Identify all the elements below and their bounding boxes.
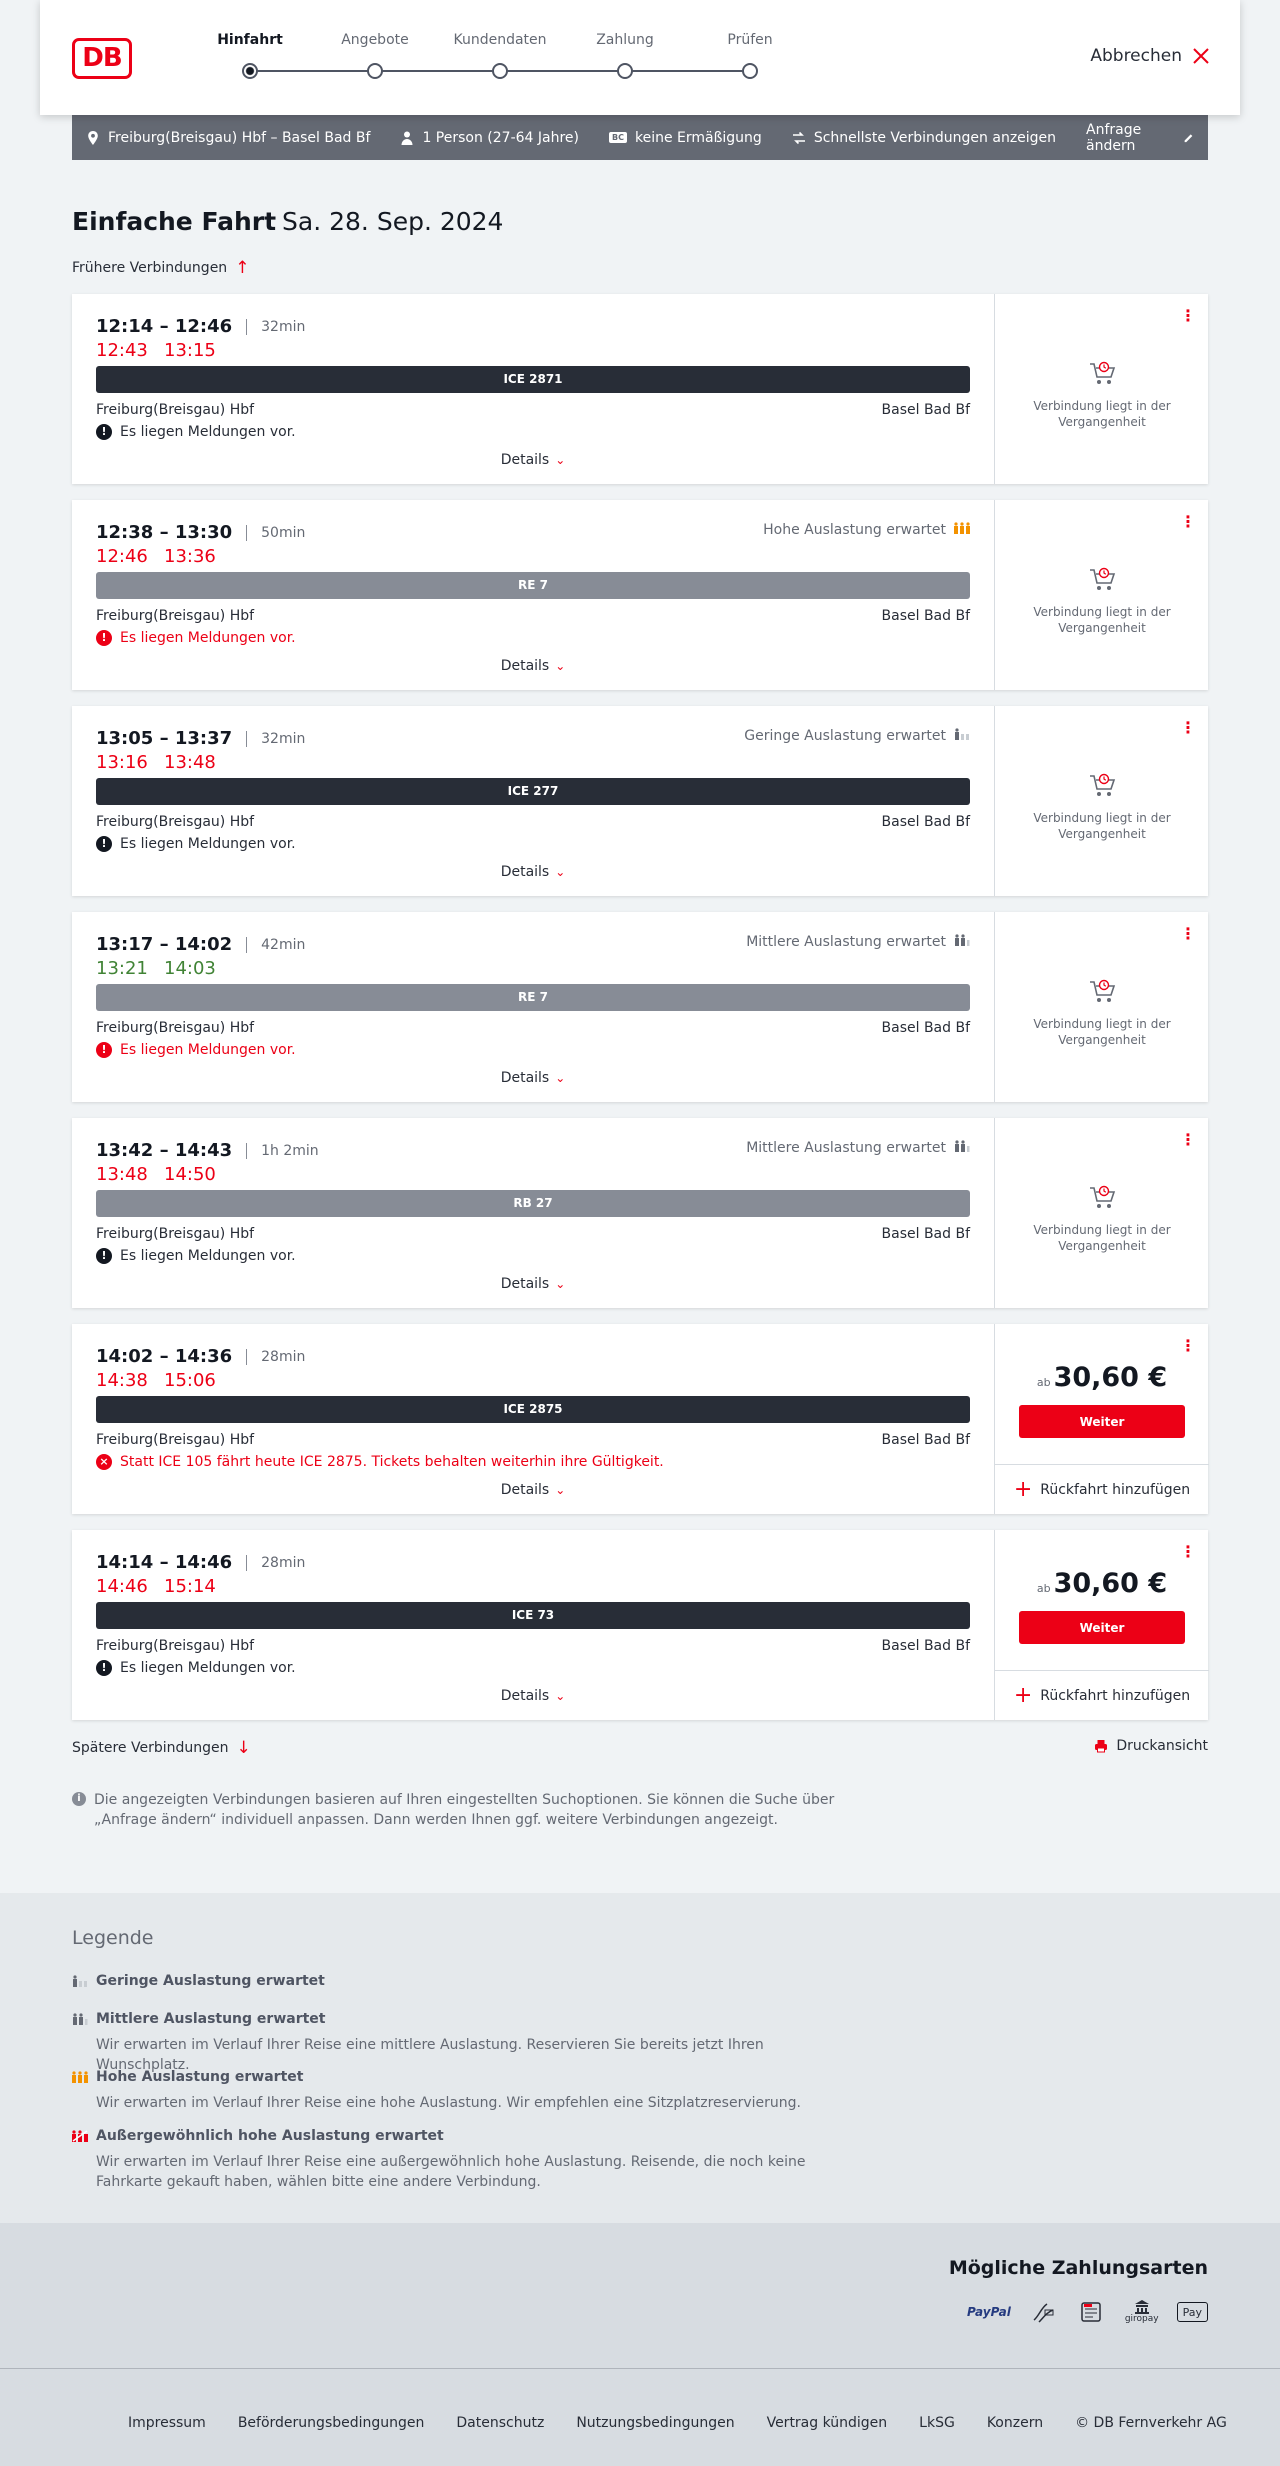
warning-icon: ! xyxy=(96,630,112,646)
search-info-note xyxy=(72,1790,852,1830)
swap-arrows-icon xyxy=(792,131,806,145)
step-label: Prüfen xyxy=(727,32,773,48)
legend-section xyxy=(0,1893,1280,2223)
fastest-text: Schnellste Verbindungen anzeigen xyxy=(813,129,1057,146)
scheduled-times xyxy=(96,522,305,543)
footer-link-konzern[interactable]: Konzern xyxy=(986,2415,1044,2431)
destination-station: Basel Bad Bf xyxy=(881,814,970,830)
connection-card[interactable] xyxy=(72,706,1208,896)
connection-details xyxy=(72,500,994,690)
occupancy-text: Hohe Auslastung erwartet xyxy=(763,522,946,538)
later-connections-link[interactable] xyxy=(72,1738,251,1758)
details-toggle[interactable] xyxy=(72,1276,994,1292)
scheduled-times xyxy=(96,316,305,337)
more-options-icon[interactable]: ⋮ xyxy=(1180,306,1196,325)
page-title xyxy=(72,207,503,236)
legend-item-title: Außergewöhnlich hohe Auslastung erwartet xyxy=(96,2128,444,2144)
time-range: 14:14 – 14:46 xyxy=(96,1552,233,1573)
offer-panel xyxy=(994,912,1208,1102)
legend-item-text: Wir erwarten im Verlauf Ihrer Reise eine hohe Auslastung. Wir empfehlen eine Sitzplatzreservierung. xyxy=(96,2095,801,2111)
train-bar[interactable]: RB 27 xyxy=(96,1190,970,1217)
info-icon: i xyxy=(72,1792,86,1806)
cart-icon xyxy=(1087,564,1117,594)
footer-link-lksg[interactable]: LkSG xyxy=(919,2415,955,2431)
payment-methods-section xyxy=(0,2223,1280,2368)
train-bar[interactable]: ICE 2875 xyxy=(96,1396,970,1423)
pencil-icon xyxy=(1183,131,1194,145)
details-toggle[interactable] xyxy=(72,864,994,880)
location-pin-icon xyxy=(86,131,100,145)
connection-details xyxy=(72,912,994,1102)
origin-station: Freiburg(Breisgau) Hbf xyxy=(96,608,255,624)
realtime-departure: 14:38 xyxy=(96,1370,148,1391)
past-connection-note xyxy=(995,564,1209,636)
traveler-summary[interactable] xyxy=(400,130,579,146)
occupancy-mid-icon xyxy=(954,934,970,950)
connection-details xyxy=(72,1118,994,1308)
details-toggle[interactable] xyxy=(72,1070,994,1086)
price-prefix: ab xyxy=(1036,1376,1051,1389)
chevron-down-icon: ⌄ xyxy=(555,865,566,879)
occupancy-text: Mittlere Auslastung erwartet xyxy=(746,1140,946,1156)
divider xyxy=(246,937,247,953)
realtime-times xyxy=(96,546,232,567)
warning-icon: ! xyxy=(96,1660,112,1676)
occupancy-info xyxy=(744,728,970,744)
divider xyxy=(246,1555,247,1571)
giropay-icon xyxy=(1125,2299,1159,2325)
destination-station: Basel Bad Bf xyxy=(881,1226,970,1242)
disruption-message xyxy=(96,1248,296,1264)
scheduled-times xyxy=(96,1140,319,1161)
connection-details xyxy=(72,1530,994,1720)
chevron-down-icon: ⌄ xyxy=(555,1483,566,1497)
destination-station: Basel Bad Bf xyxy=(881,608,970,624)
occupancy-info xyxy=(746,934,970,950)
occupancy-info xyxy=(746,1140,970,1156)
cancel-button[interactable] xyxy=(1090,46,1210,66)
occupancy-info xyxy=(763,522,970,538)
time-range: 12:38 – 13:30 xyxy=(96,522,233,543)
disruption-message xyxy=(96,836,296,852)
details-toggle[interactable] xyxy=(72,658,994,674)
plus-icon: + xyxy=(1013,1477,1033,1502)
connection-card[interactable] xyxy=(72,500,1208,690)
step-label: Zahlung xyxy=(596,32,654,48)
legend-item-title: Geringe Auslastung erwartet xyxy=(96,1973,325,1989)
realtime-departure: 13:48 xyxy=(96,1164,148,1185)
chevron-down-icon: ⌄ xyxy=(555,453,566,467)
realtime-departure: 14:46 xyxy=(96,1576,148,1597)
details-label: Details xyxy=(500,452,550,468)
footer-link-nutzung[interactable]: Nutzungsbedingungen xyxy=(576,2415,735,2431)
details-label: Details xyxy=(500,1070,550,1086)
disruption-message xyxy=(96,1042,296,1058)
realtime-arrival: 14:03 xyxy=(164,958,216,979)
disruption-message xyxy=(96,630,296,646)
scheduled-times xyxy=(96,1552,305,1573)
past-connection-note xyxy=(995,358,1209,430)
time-range: 13:17 – 14:02 xyxy=(96,934,233,955)
realtime-departure: 13:16 xyxy=(96,752,148,773)
chevron-down-icon: ⌄ xyxy=(555,1071,566,1085)
legend-title: Legende xyxy=(72,1927,154,1949)
print-label: Druckansicht xyxy=(1116,1738,1208,1754)
step-kundendaten[interactable] xyxy=(450,32,550,79)
load-extreme-icon xyxy=(72,2130,88,2146)
step-dot xyxy=(742,63,758,79)
divider xyxy=(246,319,247,335)
time-range: 12:14 – 12:46 xyxy=(96,316,233,337)
step-label: Angebote xyxy=(341,32,409,48)
divider xyxy=(246,1349,247,1365)
weiter-button[interactable]: Weiter xyxy=(1019,1405,1185,1438)
paypal-icon: PayPal xyxy=(967,2305,1011,2319)
details-label: Details xyxy=(500,658,550,674)
occupancy-text: Mittlere Auslastung erwartet xyxy=(746,934,946,950)
realtime-arrival: 15:06 xyxy=(164,1370,216,1391)
destination-station: Basel Bad Bf xyxy=(881,1638,970,1654)
add-return-button[interactable] xyxy=(995,1670,1209,1720)
offer-panel xyxy=(994,500,1208,690)
time-range: 13:05 – 13:37 xyxy=(96,728,233,749)
more-options-icon[interactable]: ⋮ xyxy=(1180,924,1196,943)
connection-card[interactable] xyxy=(72,294,1208,484)
footer xyxy=(0,2368,1280,2466)
details-toggle[interactable] xyxy=(72,452,994,468)
change-request-label: Anfrage ändern xyxy=(1086,121,1142,154)
message-text: Statt ICE 105 fährt heute ICE 2875. Tickets behalten weiterhin ihre Gültigkeit. xyxy=(120,1454,664,1470)
price-value: 30,60 € xyxy=(1053,1362,1168,1393)
warning-icon: ! xyxy=(96,836,112,852)
train-bar[interactable]: RE 7 xyxy=(96,984,970,1011)
connection-card[interactable] xyxy=(72,1324,1208,1514)
origin-station: Freiburg(Breisgau) Hbf xyxy=(96,1226,255,1242)
footer-copyright: © DB Fernverkehr AG xyxy=(1075,2415,1227,2431)
discount-summary[interactable] xyxy=(609,130,762,146)
realtime-departure: 12:43 xyxy=(96,340,148,361)
past-connection-note xyxy=(995,770,1209,842)
credit-card-icon xyxy=(1029,2299,1059,2325)
train-bar[interactable]: RE 7 xyxy=(96,572,970,599)
disruption-message xyxy=(96,1454,664,1470)
divider xyxy=(246,1143,247,1159)
details-toggle[interactable] xyxy=(72,1688,994,1704)
load-mid-icon xyxy=(72,2013,88,2029)
realtime-times xyxy=(96,340,232,361)
train-bar[interactable]: ICE 2871 xyxy=(96,366,970,393)
legend-item-high xyxy=(72,2069,832,2113)
step-dot xyxy=(492,63,508,79)
print-view-link[interactable] xyxy=(1094,1738,1208,1754)
more-options-icon[interactable]: ⋮ xyxy=(1180,1542,1196,1561)
realtime-times xyxy=(96,1164,232,1185)
scheduled-times xyxy=(96,934,305,955)
connection-details xyxy=(72,706,994,896)
chevron-down-icon: ⌄ xyxy=(555,1277,566,1291)
destination-station: Basel Bad Bf xyxy=(881,1432,970,1448)
close-icon xyxy=(1192,47,1210,65)
apple-pay-label: Pay xyxy=(1182,2305,1202,2319)
legend-item-mid xyxy=(72,2011,832,2075)
duration: 32min xyxy=(261,730,306,747)
cancel-label: Abbrechen xyxy=(1090,46,1182,66)
fastest-connections-option[interactable] xyxy=(792,130,1056,146)
more-options-icon[interactable]: ⋮ xyxy=(1180,718,1196,737)
price xyxy=(995,1362,1209,1393)
printer-icon xyxy=(1094,1739,1108,1753)
earlier-label: Frühere Verbindungen xyxy=(72,260,228,276)
disruption-message xyxy=(96,424,296,440)
message-text: Es liegen Meldungen vor. xyxy=(120,630,296,646)
bahncard-icon: BC xyxy=(609,132,627,143)
divider xyxy=(246,525,247,541)
past-text: Verbindung liegt in der Vergangenheit xyxy=(1033,1017,1171,1047)
footer-link-kuendigen[interactable]: Vertrag kündigen xyxy=(766,2415,888,2431)
step-dot xyxy=(242,63,258,79)
price xyxy=(995,1568,1209,1599)
step-dot xyxy=(367,63,383,79)
duration: 32min xyxy=(261,318,306,335)
warning-icon: ! xyxy=(96,1248,112,1264)
booking-header xyxy=(40,0,1240,115)
duration: 50min xyxy=(261,524,306,541)
message-text: Es liegen Meldungen vor. xyxy=(120,1248,296,1264)
footer-links xyxy=(128,2415,1227,2431)
disruption-message xyxy=(96,1660,296,1676)
past-text: Verbindung liegt in der Vergangenheit xyxy=(1033,811,1171,841)
message-text: Es liegen Meldungen vor. xyxy=(120,424,296,440)
more-options-icon[interactable]: ⋮ xyxy=(1180,1336,1196,1355)
legend-item-text: Wir erwarten im Verlauf Ihrer Reise eine außergewöhnlich hohe Auslastung. Reisende, die noch keine Fahrkarte gekauft haben, wählen bitte eine andere Verbindung. xyxy=(96,2154,806,2190)
message-text: Es liegen Meldungen vor. xyxy=(120,1660,296,1676)
add-return-label: Rückfahrt hinzufügen xyxy=(1040,1481,1191,1498)
past-connection-note xyxy=(995,976,1209,1048)
origin-station: Freiburg(Breisgau) Hbf xyxy=(96,814,255,830)
realtime-departure: 12:46 xyxy=(96,546,148,567)
message-text: Es liegen Meldungen vor. xyxy=(120,1042,296,1058)
realtime-arrival: 13:48 xyxy=(164,752,216,773)
add-return-label: Rückfahrt hinzufügen xyxy=(1040,1687,1191,1704)
route-summary[interactable] xyxy=(86,130,370,146)
earlier-connections-link[interactable] xyxy=(72,258,249,278)
connection-card[interactable] xyxy=(72,1118,1208,1308)
time-range: 14:02 – 14:36 xyxy=(96,1346,233,1367)
step-zahlung[interactable] xyxy=(575,32,675,79)
details-label: Details xyxy=(500,1688,550,1704)
step-hinfahrt[interactable] xyxy=(200,32,300,79)
warning-icon: ! xyxy=(96,424,112,440)
offer-panel xyxy=(994,706,1208,896)
footer-link-befoerderung[interactable]: Beförderungsbedingungen xyxy=(237,2415,425,2431)
arrow-up-icon: ↑ xyxy=(235,258,250,278)
time-range: 13:42 – 14:43 xyxy=(96,1140,233,1161)
realtime-departure: 13:21 xyxy=(96,958,148,979)
train-bar[interactable]: ICE 73 xyxy=(96,1602,970,1629)
plus-icon: + xyxy=(1013,1683,1033,1708)
cart-icon xyxy=(1087,976,1117,1006)
scheduled-times xyxy=(96,728,305,749)
payment-title: Mögliche Zahlungsarten xyxy=(948,2257,1208,2279)
realtime-times xyxy=(96,752,232,773)
more-options-icon[interactable]: ⋮ xyxy=(1180,512,1196,531)
duration: 42min xyxy=(261,936,306,953)
offer-panel xyxy=(994,1118,1208,1308)
step-dot xyxy=(617,63,633,79)
price-prefix: ab xyxy=(1036,1582,1051,1595)
footer-link-impressum[interactable]: Impressum xyxy=(128,2415,206,2431)
legend-item-extreme xyxy=(72,2128,832,2192)
realtime-times xyxy=(96,958,232,979)
duration: 28min xyxy=(261,1554,306,1571)
duration: 28min xyxy=(261,1348,306,1365)
connection-card[interactable] xyxy=(72,1530,1208,1720)
later-label: Spätere Verbindungen xyxy=(72,1740,229,1756)
realtime-arrival: 14:50 xyxy=(164,1164,216,1185)
traveler-text: 1 Person (27-64 Jahre) xyxy=(422,129,579,146)
origin-station: Freiburg(Breisgau) Hbf xyxy=(96,402,255,418)
offer-panel xyxy=(994,294,1208,484)
step-label: Hinfahrt xyxy=(217,32,283,48)
apple-pay-icon xyxy=(1177,2302,1208,2322)
giropay-label: giropay xyxy=(1124,2314,1159,2324)
trip-date: Sa. 28. Sep. 2024 xyxy=(282,207,504,236)
details-label: Details xyxy=(500,1482,550,1498)
occupancy-mid-icon xyxy=(954,1140,970,1156)
price-value: 30,60 € xyxy=(1053,1568,1168,1599)
realtime-arrival: 15:14 xyxy=(164,1576,216,1597)
load-high-icon xyxy=(72,2071,88,2087)
message-text: Es liegen Meldungen vor. xyxy=(120,836,296,852)
db-logo[interactable]: DB xyxy=(72,38,132,79)
past-connection-note xyxy=(995,1182,1209,1254)
realtime-arrival: 13:15 xyxy=(164,340,216,361)
trip-type: Einfache Fahrt xyxy=(72,207,277,236)
origin-station: Freiburg(Breisgau) Hbf xyxy=(96,1432,255,1448)
occupancy-text: Geringe Auslastung erwartet xyxy=(744,728,946,744)
legend-item-low xyxy=(72,1973,832,1989)
step-label: Kundendaten xyxy=(453,32,547,48)
past-text: Verbindung liegt in der Vergangenheit xyxy=(1033,1223,1171,1253)
route-text: Freiburg(Breisgau) Hbf – Basel Bad Bf xyxy=(108,129,371,146)
offer-panel xyxy=(994,1530,1208,1720)
change-request-button[interactable] xyxy=(1086,122,1194,154)
chevron-down-icon: ⌄ xyxy=(555,659,566,673)
origin-station: Freiburg(Breisgau) Hbf xyxy=(96,1638,255,1654)
warning-icon: ! xyxy=(96,1042,112,1058)
search-summary-bar xyxy=(72,115,1208,160)
cart-icon xyxy=(1087,358,1117,388)
discount-text: keine Ermäßigung xyxy=(634,129,762,146)
connection-details xyxy=(72,294,994,484)
chevron-down-icon: ⌄ xyxy=(555,1689,566,1703)
weiter-button[interactable]: Weiter xyxy=(1019,1611,1185,1644)
details-label: Details xyxy=(500,1276,550,1292)
footer-link-datenschutz[interactable]: Datenschutz xyxy=(456,2415,545,2431)
add-return-button[interactable] xyxy=(995,1464,1209,1514)
error-icon: × xyxy=(96,1454,112,1470)
load-low-icon xyxy=(72,1975,88,1991)
details-label: Details xyxy=(500,864,550,880)
offer-panel xyxy=(994,1324,1208,1514)
details-toggle[interactable] xyxy=(72,1482,994,1498)
scheduled-times xyxy=(96,1346,305,1367)
destination-station: Basel Bad Bf xyxy=(881,402,970,418)
cart-icon xyxy=(1087,1182,1117,1212)
legend-item-title: Mittlere Auslastung erwartet xyxy=(96,2011,326,2027)
cart-icon xyxy=(1087,770,1117,800)
payment-icons xyxy=(967,2299,1208,2325)
more-options-icon[interactable]: ⋮ xyxy=(1180,1130,1196,1149)
past-text: Verbindung liegt in der Vergangenheit xyxy=(1033,399,1171,429)
connection-details xyxy=(72,1324,994,1514)
divider xyxy=(246,731,247,747)
realtime-arrival: 13:36 xyxy=(164,546,216,567)
duration: 1h 2min xyxy=(261,1142,319,1159)
occupancy-high-icon xyxy=(954,522,970,538)
occupancy-low-icon xyxy=(954,728,970,744)
train-bar[interactable]: ICE 277 xyxy=(96,778,970,805)
legend-item-text: Wir erwarten im Verlauf Ihrer Reise eine mittlere Auslastung. Reservieren Sie bereits jetzt Ihren Wunschplatz. xyxy=(96,2037,764,2073)
sepa-icon xyxy=(1077,2299,1107,2325)
arrow-down-icon: ↓ xyxy=(236,1738,251,1758)
person-icon xyxy=(400,131,414,145)
realtime-times xyxy=(96,1576,232,1597)
legend-item-title: Hohe Auslastung erwartet xyxy=(96,2069,304,2085)
connection-card[interactable] xyxy=(72,912,1208,1102)
step-angebote[interactable] xyxy=(325,32,425,79)
info-text: Die angezeigten Verbindungen basieren auf Ihren eingestellten Suchoptionen. Sie können die Suche über „Anfrage ändern“ individuell anpassen. Dann werden Ihnen ggf. weitere Verbindungen angezeigt. xyxy=(94,1792,835,1828)
past-text: Verbindung liegt in der Vergangenheit xyxy=(1033,605,1171,635)
progress-steps xyxy=(210,32,780,82)
realtime-times xyxy=(96,1370,232,1391)
destination-station: Basel Bad Bf xyxy=(881,1020,970,1036)
step-pruefen[interactable] xyxy=(700,32,800,79)
origin-station: Freiburg(Breisgau) Hbf xyxy=(96,1020,255,1036)
